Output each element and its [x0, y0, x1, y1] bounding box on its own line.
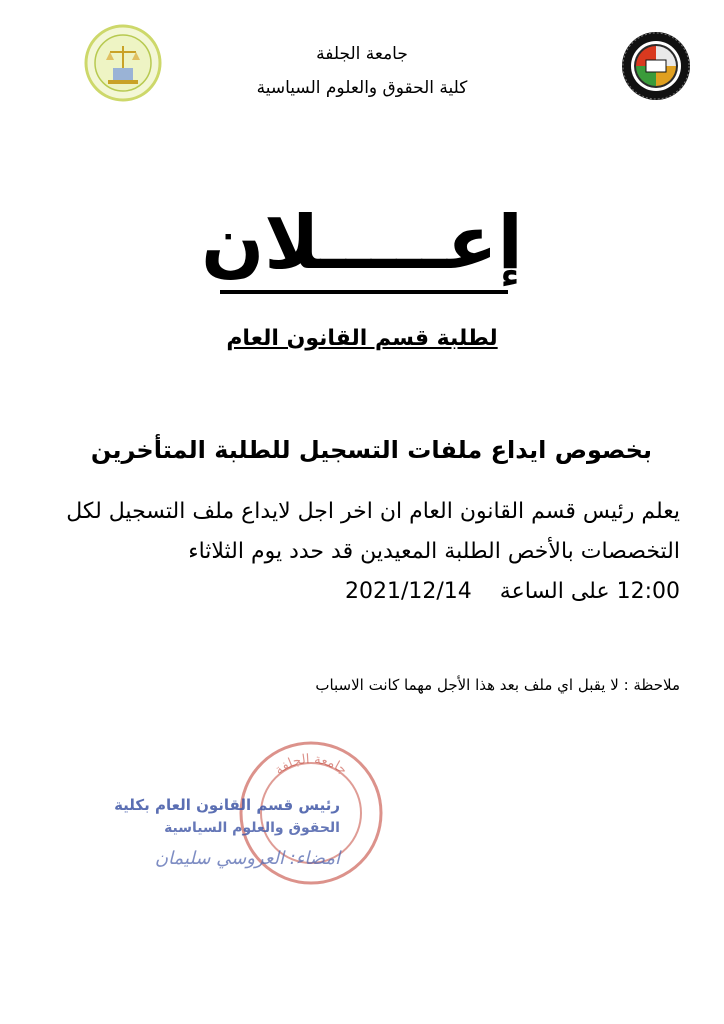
announcement-body: يعلم رئيس قسم القانون العام ان اخر اجل لايداع ملف التسجيل لكل التخصصات بالأخص الطلبة المعيدين قد حدد يوم الثلاثاء [66, 499, 680, 564]
faculty-name: كلية الحقوق والعلوم السياسية [256, 78, 468, 98]
subject-heading: بخصوص ايداع ملفات التسجيل للطلبة المتأخرين [90, 436, 652, 464]
title-underline [220, 290, 508, 294]
deadline-date: 2021/12/14 [344, 579, 472, 604]
signature-title-line1: رئيس قسم القانون العام بكلية [114, 796, 340, 814]
signature-title-line2: الحقوق والعلوم السياسية [164, 820, 340, 836]
note-text: ملاحظة : لا يقبل اي ملف بعد هذا الأجل مهما كانت الاسباب [315, 676, 680, 694]
deadline-time: 12:00 [616, 579, 680, 604]
signature-name: امضاء: العروسي سليمان [154, 848, 340, 869]
deadline-time-prefix: على الساعة [499, 579, 610, 604]
announcement-title: إعـــــلان [201, 200, 523, 286]
university-name: جامعة الجلفة [316, 44, 408, 64]
svg-text:جامعة الجلفة: جامعة الجلفة [272, 751, 350, 778]
university-djelfa-logo-icon [620, 30, 692, 102]
audience-heading: لطلبة قسم القانون العام [226, 326, 498, 351]
deadline-line [345, 572, 680, 612]
